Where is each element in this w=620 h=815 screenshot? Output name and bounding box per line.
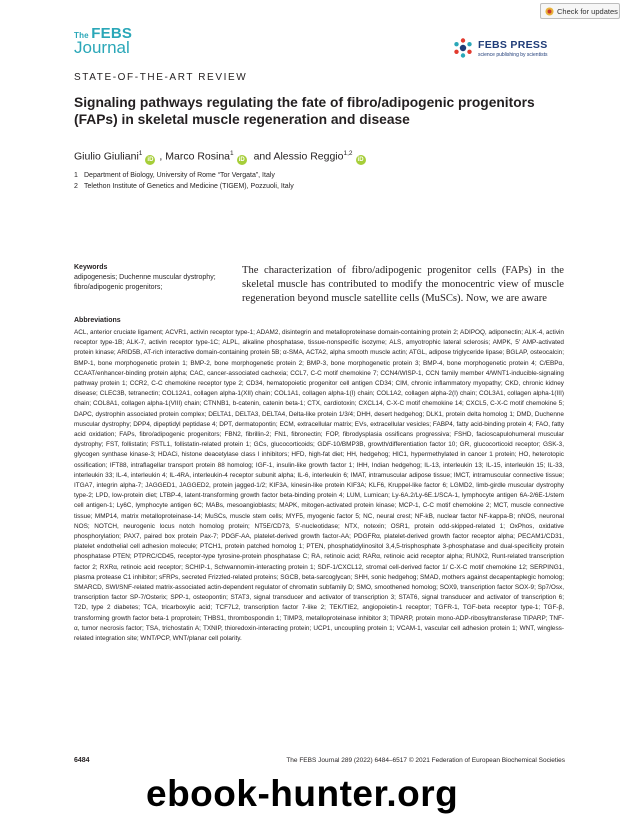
journal-logo-febs: FEBS	[91, 25, 133, 42]
orcid-icon[interactable]: iD	[238, 156, 245, 163]
footer-citation: The FEBS Journal 289 (2022) 6484–6517 © 2021 Federation of European Biochemical Societies	[286, 757, 565, 764]
publisher-logo	[452, 37, 564, 61]
check-for-updates-label: Check for updates	[557, 6, 618, 16]
publisher-name: FEBS PRESS	[478, 39, 548, 51]
abstract-text: The characterization of fibro/adipogenic progenitor cells (FAPs) in the skeletal muscle has contributed to modify the monocentric view of muscle regeneration beyond muscle satellite cells (MuSCs). Now, we are aware	[242, 265, 564, 305]
affiliation-number: 1	[74, 172, 78, 179]
page-number: 6484	[74, 757, 90, 764]
author-affiliation-mark: 1,2	[343, 150, 353, 157]
author-separator: and	[250, 150, 274, 163]
article-title: Signaling pathways regulating the fate of fibro/adipogenic progenitors (FAPs) in skeletal muscle regeneration and disease	[74, 95, 535, 127]
author-affiliation-mark: 1	[230, 150, 234, 157]
author-affiliation-mark: 1	[138, 150, 143, 157]
author-list	[74, 150, 370, 165]
keywords-block	[74, 264, 222, 292]
affiliation-text: Department of Biology, University of Rome “Tor Vergata”, Italy	[84, 172, 275, 179]
journal-logo-the: The	[74, 31, 89, 40]
author-separator: ,	[159, 150, 166, 163]
section-label: STATE-OF-THE-ART REVIEW	[74, 72, 248, 83]
keywords-heading: Keywords	[74, 264, 108, 271]
affiliation-text: Telethon Institute of Genetics and Medicine (TIGEM), Pozzuoli, Italy	[84, 183, 294, 190]
affiliation-line	[74, 172, 275, 179]
journal-logo-journal: Journal	[74, 38, 130, 57]
affiliation-line	[74, 183, 294, 190]
orcid-icon[interactable]: iD	[147, 156, 154, 163]
author-name: Marco Rosina	[165, 150, 231, 163]
abbreviations-text: ACL, anterior cruciate ligament; ACVR1, activin receptor type-1; ADAM2, disintegrin and metalloproteinase domain-containing protein 2; ADIPOQ, adiponectin; ALK-4, activin receptor type-1B; ALK-7, activin receptor type-1C; ALPL, alkaline phosphatase, tissue-nonspecific isozyme; ALS, amyotrophic lateral sclerosis; AMPK, 5′ AMP-activated protein kinase; ARID5B, AT-rich interactive domain-containing protein 5B; α-SMA, ACTA2, alpha smooth muscle actin; ATGL, adipose triglyceride lipase; BGLAP, osteocalcin; BMP-1, bone morphogenetic protein 1; BMP-2, bone morphogenetic protein 2; BMP-3, bone morphogenetic protein 3; BMP-4, bone morphogenetic protein 4; C/EBPα, CCAAT/enhancer-binding protein alpha; CAC, cancer-associated cachexia; CCL7, C-C motif chemokine 7; CCN4/WISP-1, CCN family member 4/WNT1-inducible-signaling pathway protein 1; CCR2, C-C chemokine receptor type 2; CD34, hematopoietic progenitor cell antigen CD34; CIM, chronic inflammatory myopathy; CKD, chronic kidney disease; CLEC3B, tetranectin; COL12A1, collagen alpha-1(XII) chain; COL1A1, collagen alpha-1(I) chain; COL1A2, collagen alpha-2(I) chain; COL3A1, collagen alpha-1(III) chain; COL8A1, collagen alpha-1(VIII) chain; CTNNB1, b-catenin, catenin beta-1; CTX, cardiotoxin; CXCL14, C-X-C motif chemokine 14; CXCL5, C-X-C motif chemokine 5; DAPC, dystrophin associated protein complex; DELTA1, DELTA3, DELTA4, Delta-like protein 1/3/4; DHH, desert hedgehog; DLK1, protein delta homolog 1; DMD, Duchenne muscular dystrophy; DPP4, dipeptidyl peptidase 4; DPT, dermatopontin; ECM, extracellular matrix; EVs, extracellular vesicles; FABP4, fatty acid-binding protein 4; FAO, fatty acid oxidation; FAPs, fibro/adipogenic progenitors; FBN2, fibrillin-2; FN1, fibronectin; FOP, fibrodysplasia ossificans progressiva; FSHD, facioscapulohumeral muscular dystrophy; FST, follistatin; FSTL1, follistatin-related protein 1; GCs, glucocorticoids; GDF-10/BMP3B, growth/differentiation factor 10; GR, glucocorticoid receptor; GSK-3, glycogen synthase kinase-3; HDACi, histone deacetylase class I inhibitors; HFD, high-fat diet; HH, hedgehog; HIC1, hypermethylated in cancer 1 protein; HO, heterotopic ossification; IFT88, intraflagellar transport protein 88 homolog; IGF-1, insulin-like growth factor 1; IHH, Indian hedgehog; IL-13, interleukin 13; IL-15, interleukin 15; IL-33, interleukin 33; IL-4, interleukin 4; IL-4RA, interleukin-4 receptor subunit alpha; IL-6, interleukin 6; IMAT, intramuscular adipose tissue; IMCT, intramuscular connective tissue; ITGA7, integrin alpha-7; JAGGED1, JAGGED2, protein jagged-1/2; KIF3A, kinesin-like protein KIF3A; KLF6, Kruppel-like factor 6; LGMD2, limb-girdle muscular dystrophy type-2; LPD, low-protein diet; LTBP-4, latent-transforming growth factor beta-binding protein 4; LUM, Lumican; Ly-6A.2/Ly-6E.1/SCA-1, lymphocyte antigen 6A-2/6E-1/stem cell antigen-1; Ly6C, lymphocyte antigen 6C; MABs, mesoangioblasts; MAPK, mitogen-activated protein kinase; MCP-1, C-C motif chemokine 2; MCT, muscle connective tissue; MMP14, matrix metalloproteinase-14; MuSCs, muscle stem cells; MYF5, myogenic factor 5; NC, neural crest; NF-kB, nuclear factor NF-kappa-B; nNOS, neuronal NOS; NOTCH, neurogenic locus notch homolog protein; NT5E/CD73, 5′-nucleotidase; NTX, notexin; OSR1, protein odd-skipped-related 1; OxPhos, oxidative phosphorylation; PAX7, paired box protein Pax-7; PDGF-AA, platelet-derived growth factor-AA; PDGFRα, platelet-derived growth factor receptor alpha; PECAM1/CD31, platelet endothelial cell adhesion molecule; PTCH1, protein patched homolog 1; PTEN, phosphatidylinositol 3,4,5-trisphosphate 3-phosphatase and dual-specificity protein phosphatase PTEN; PTPRC/CD45, receptor-type tyrosine-protein phosphatase C; RA, retinoic acid; RARα, retinoic acid receptor alpha; RUNX2, Runt-related transcription factor 2; RXRα, retinoic acid receptor; SCHIP-1, Schwannomin-interacting protein 1; SDF-1/CXCL12, stromal cell-derived factor 1/ C-X-C motif chemokine 12; SERPING1, plasma protease C1 inhibitor; sFRPs, secreted Frizzled-related proteins; SGCB, beta-sarcoglycan; SHH, sonic hedgehog; SMAD, mothers against decapentaplegic homolog; SMARCD, SWI/SNF-related matrix-associated actin-dependent regulator of chromatin subfamily D; SMO, smoothened homolog; SOX9, transcription factor SOX-9; Sp7/Osx, transcription factor SP-7/Osterix; SPP-1, osteopontin; STAT3, signal transducer and activator of transcription 3; STAT6, signal transducer and activator of transcription 6; T2D, type 2 diabetes; TCA, tricarboxylic acid; TCF7L2, transcription factor 7-like 2; TEK/TIE2, angiopoietin-1 receptor; TGFR-1, TGF-beta receptor type-1; TGF-β, transforming growth factor beta-1 proprotein; THBS1, thrombospondin 1; TIMP3, metalloproteinase inhibitor 3; TIPARP, protein mono-ADP-ribosyltransferase TIPARP; TNF-α, tumor necrosis factor; TSA, trichostatin A; TXNIP, thioredoxin-interacting protein; UCP1, uncoupling protein 1; VCAM-1, vascular cell adhesion protein 1; WNT, wingless-related integration site; WNT/PCP, WNT/planar cell polarity.	[74, 329, 564, 643]
refresh-icon	[545, 7, 554, 16]
publisher-tagline: science publishing by scientists	[478, 52, 548, 58]
affiliation-number: 2	[74, 183, 78, 190]
watermark-text: ebook-hunter.org	[146, 773, 459, 814]
journal-logo	[74, 25, 140, 60]
author-name: Alessio Reggio	[273, 150, 344, 163]
author-name: Giulio Giuliani	[74, 150, 139, 163]
abbreviations-heading: Abbreviations	[74, 317, 121, 324]
check-for-updates-button[interactable]	[540, 3, 620, 19]
keywords-text: adipogenesis; Duchenne muscular dystrophy; fibro/adipogenic progenitors;	[74, 274, 216, 291]
molecule-logo-icon	[452, 37, 474, 59]
orcid-icon[interactable]: iD	[357, 156, 364, 163]
